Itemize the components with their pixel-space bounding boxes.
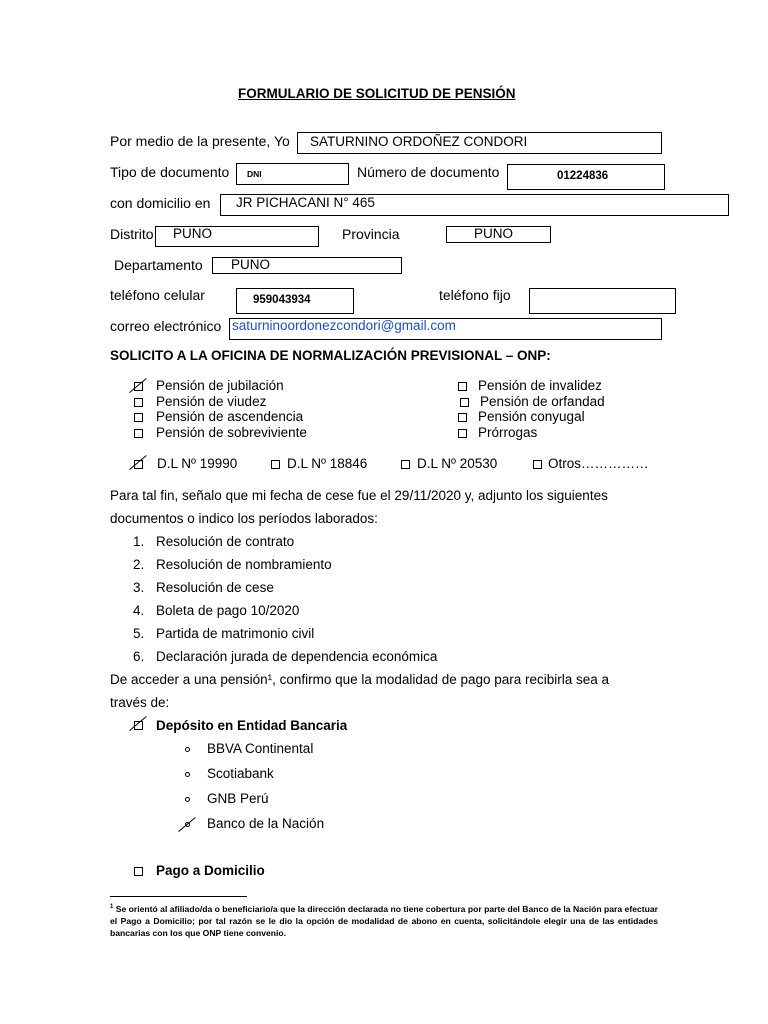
checkbox-icon[interactable] [401, 460, 410, 469]
pension-option-label: Pensión conyugal [478, 409, 585, 424]
email-value: saturninoordonezcondori@gmail.com [232, 318, 456, 333]
list-item-text: Resolución de nombramiento [156, 557, 332, 572]
law-option-label: D.L Nº 18846 [287, 456, 368, 471]
address-label: con domicilio en [110, 195, 211, 211]
checkbox-icon[interactable] [271, 460, 280, 469]
cell-value: 959043934 [253, 294, 311, 306]
documents-intro-line: Para tal fin, señalo que mi fecha de cese fue el 29/11/2020 y, adjunto los siguientes [110, 488, 608, 503]
checkbox-icon[interactable] [458, 429, 467, 438]
bank-option-label: Scotiabank [207, 766, 274, 781]
radio-circle-icon[interactable] [185, 747, 190, 752]
pension-option-label: Pensión de invalidez [478, 378, 602, 393]
pension-option-label: Pensión de orfandad [480, 394, 605, 409]
province-value: PUNO [474, 226, 514, 241]
intro-label: Por medio de la presente, Yo [110, 133, 290, 149]
cell-label: teléfono celular [110, 287, 205, 303]
pension-option-label: Prórrogas [478, 425, 538, 440]
email-label: correo electrónico [110, 318, 222, 334]
checkbox-icon[interactable] [134, 413, 143, 422]
doc-type-label: Tipo de documento [110, 164, 230, 180]
form-title: FORMULARIO DE SOLICITUD DE PENSIÓN [238, 86, 516, 101]
district-value: PUNO [173, 226, 213, 241]
district-label: Distrito [110, 226, 154, 242]
list-item-number: 2. [133, 557, 145, 572]
payment-intro-line: través de: [110, 695, 170, 710]
checkbox-icon[interactable] [460, 398, 469, 407]
checkbox-icon[interactable] [458, 382, 467, 391]
footnote-text: Se orientó al afiliado/da o beneficiario/a que la dirección declarada no tiene cobertura por parte del Banco de la Nación para efectuar el Pago a Domicilio; por tal razón se le dio la opción de modalidad de abono en cuenta, solicitándole elegir una de las entidades bancarias con los que ONP tiene convenio. [110, 903, 658, 938]
list-item-number: 3. [133, 580, 145, 595]
pension-option-label: Pensión de jubilación [156, 378, 284, 393]
checkbox-icon[interactable] [134, 429, 143, 438]
doc-number-label: Número de documento [357, 164, 500, 180]
name-value: SATURNINO ORDOÑEZ CONDORI [310, 134, 528, 149]
list-item-number: 5. [133, 626, 145, 641]
footnote-divider [110, 896, 247, 897]
checkbox-icon[interactable] [533, 460, 542, 469]
doc-type-value: DNI [247, 169, 262, 179]
list-item-text: Resolución de contrato [156, 534, 295, 549]
radio-circle-icon[interactable] [185, 772, 190, 777]
list-item-number: 6. [133, 649, 145, 664]
list-item-text: Boleta de pago 10/2020 [156, 603, 300, 618]
law-option-label: D.L Nº 20530 [417, 456, 498, 471]
checkmark-slash-icon [178, 817, 196, 832]
payment-intro-line: De acceder a una pensión¹, confirmo que la modalidad de pago para recibirla sea a [110, 672, 610, 687]
home-payment-label: Pago a Domicilio [156, 863, 265, 878]
list-item-number: 4. [133, 603, 145, 618]
request-heading: SOLICITO A LA OFICINA DE NORMALIZACIÓN PREVISIONAL – ONP: [110, 348, 551, 363]
bank-option-label: Banco de la Nación [207, 816, 325, 831]
list-item-text: Partida de matrimonio civil [156, 626, 315, 641]
deposit-option-label: Depósito en Entidad Bancaria [156, 718, 348, 733]
department-label: Departamento [114, 257, 203, 273]
checkbox-icon[interactable] [458, 413, 467, 422]
radio-circle-icon[interactable] [185, 797, 190, 802]
pension-option-label: Pensión de sobreviviente [156, 425, 307, 440]
province-label: Provincia [342, 226, 400, 242]
address-value: JR PICHACANI N° 465 [236, 195, 375, 210]
bank-option-label: BBVA Continental [207, 741, 314, 756]
law-option-label: Otros…………… [548, 456, 649, 471]
law-option-label: D.L Nº 19990 [157, 456, 238, 471]
list-item-number: 1. [133, 534, 145, 549]
landline-field[interactable] [529, 288, 676, 314]
pension-option-label: Pensión de viudez [156, 394, 267, 409]
footnote [110, 901, 658, 939]
bank-option-label: GNB Perú [207, 791, 269, 806]
pension-option-label: Pensión de ascendencia [156, 409, 304, 424]
list-item-text: Declaración jurada de dependencia económica [156, 649, 438, 664]
landline-label: teléfono fijo [439, 287, 511, 303]
checkbox-icon[interactable] [134, 867, 143, 876]
checkbox-icon[interactable] [134, 398, 143, 407]
doc-number-value: 01224836 [557, 170, 609, 182]
documents-intro-line: documentos o indico los períodos laborados: [110, 511, 378, 526]
list-item-text: Resolución de cese [156, 580, 274, 595]
footnote-mark: 1 [110, 904, 114, 910]
department-value: PUNO [231, 257, 271, 272]
